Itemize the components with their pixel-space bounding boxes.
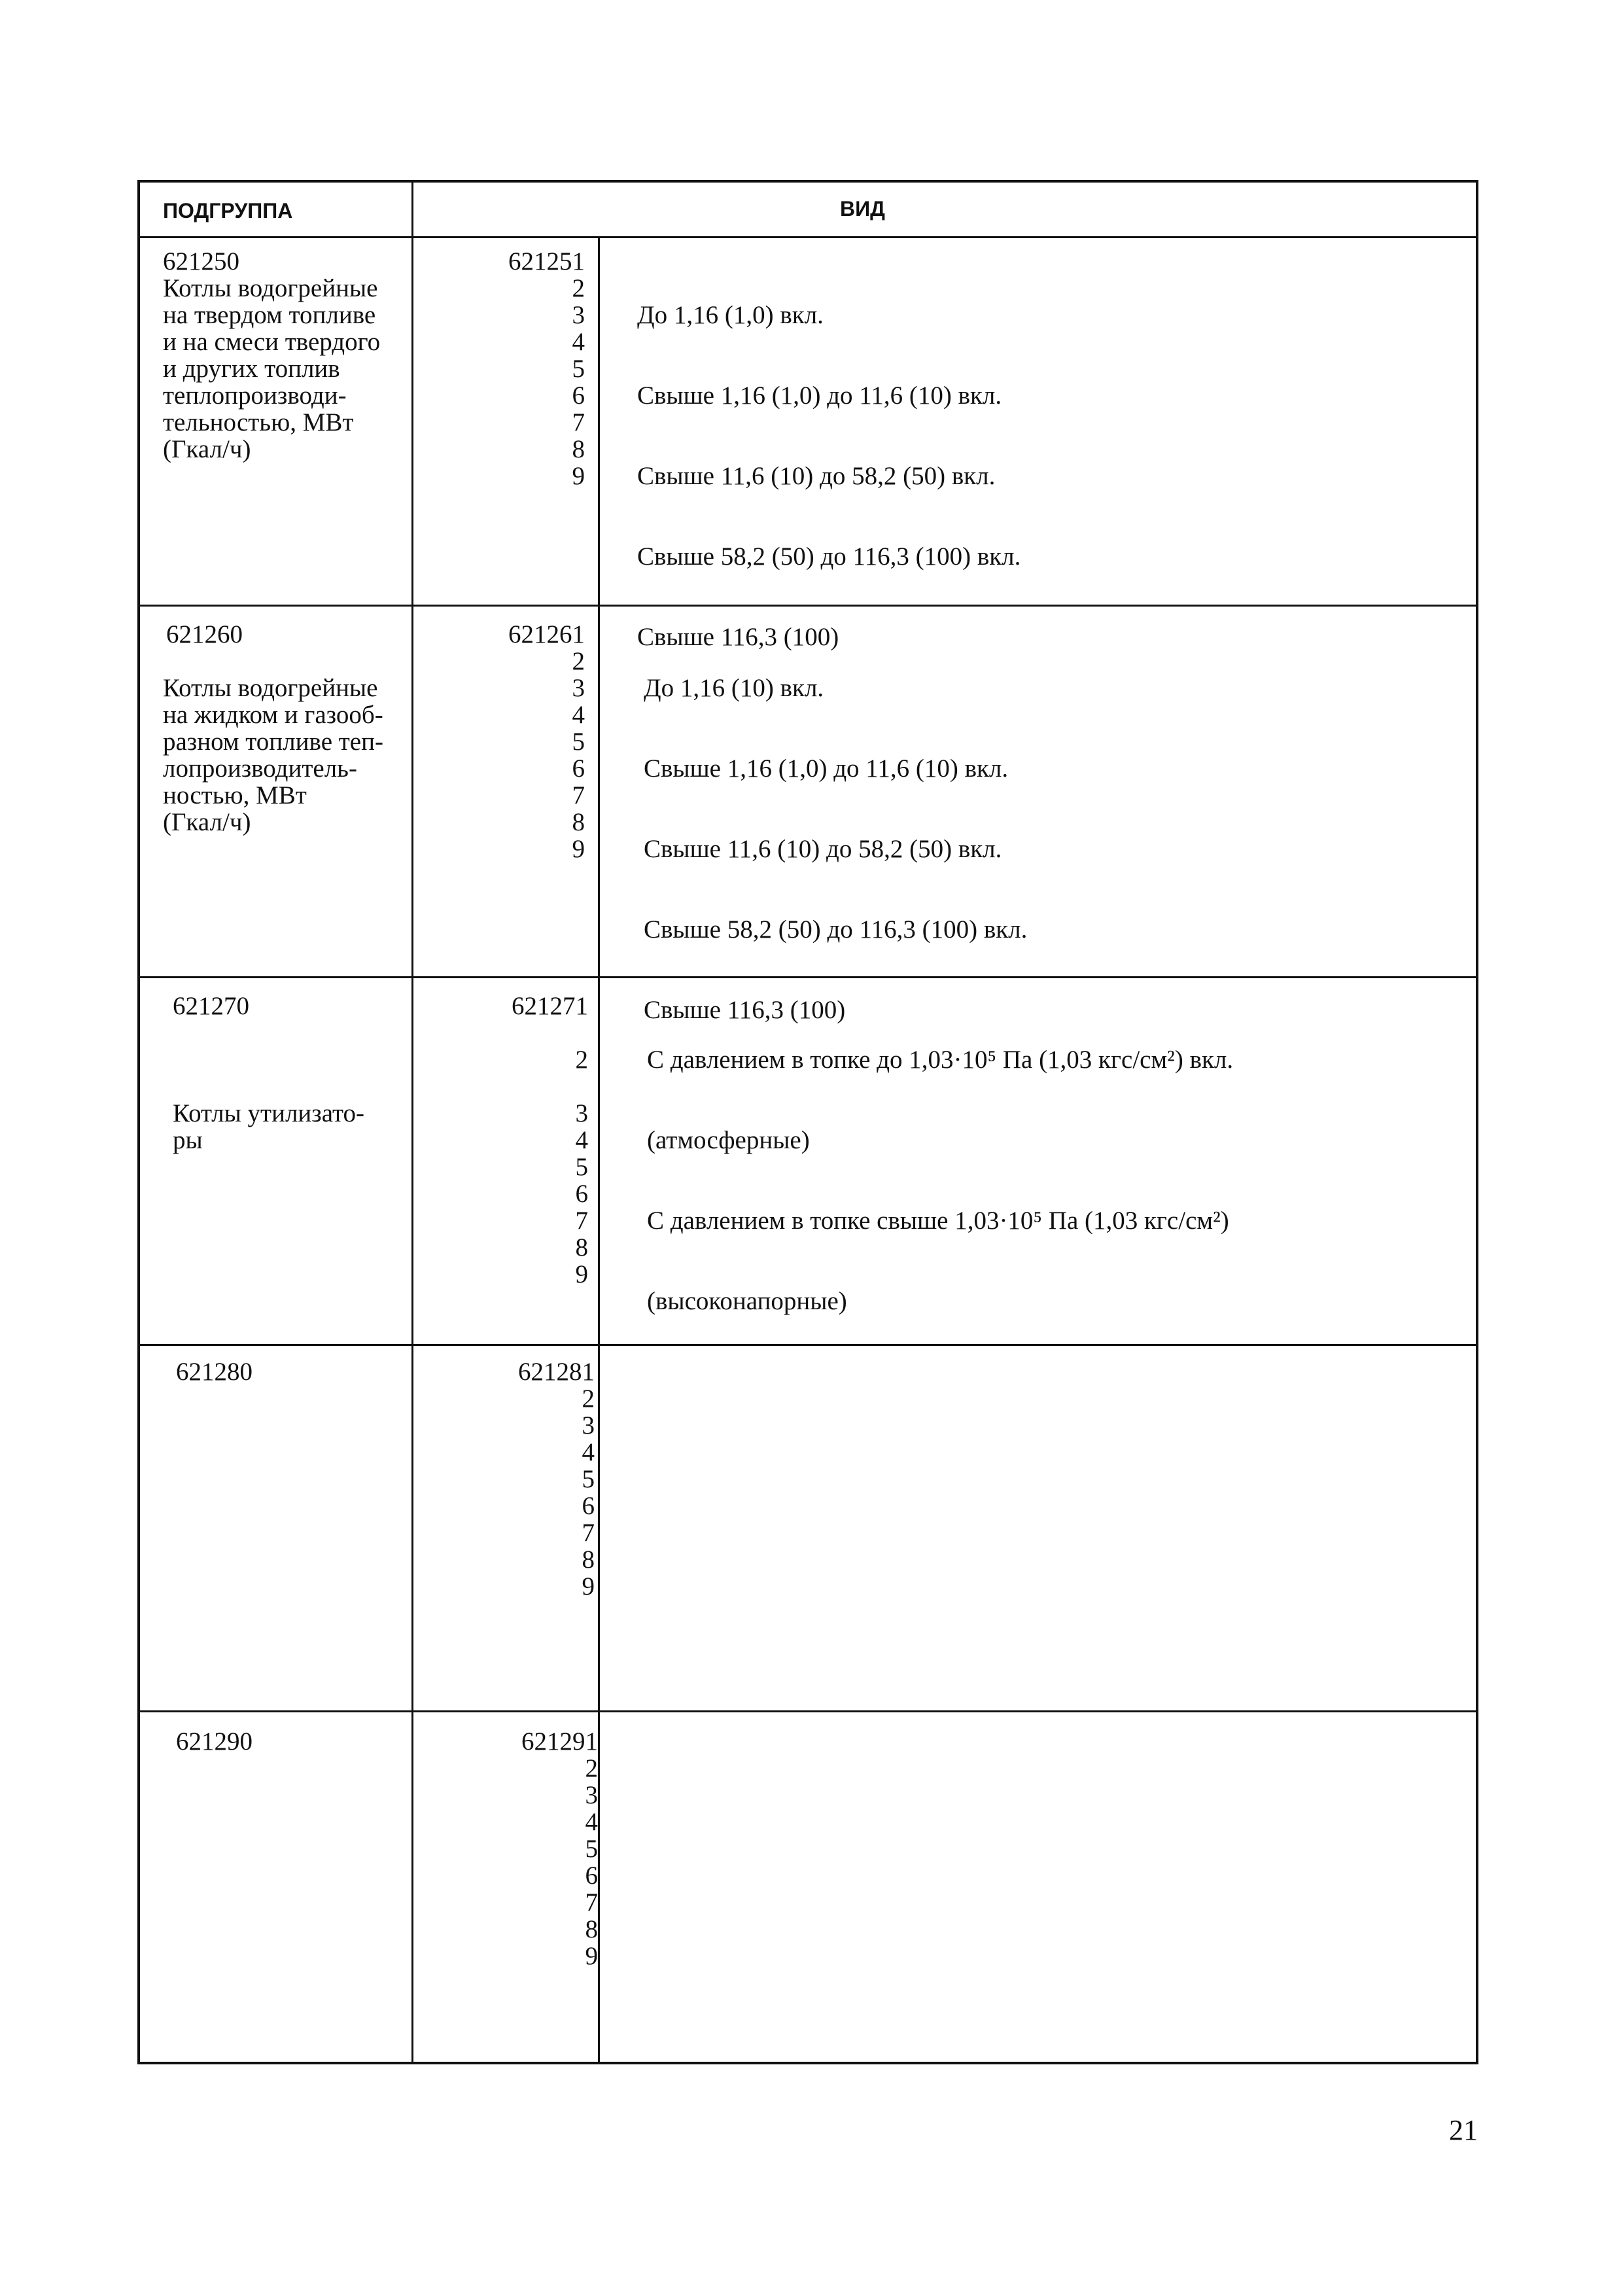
type-code: 4 [572, 328, 585, 356]
type-code: 3 [572, 674, 585, 702]
type-code: 8 [572, 435, 585, 463]
type-code-list [503, 1358, 595, 1600]
type-description: Свыше 11,6 (10) до 58,2 (50) вкл. [637, 462, 996, 490]
type-code: 9 [572, 835, 585, 863]
type-description: Свыше 58,2 (50) до 116,3 (100) вкл. [644, 915, 1028, 944]
subgroup-code: 621260 [166, 620, 243, 648]
type-code: 3 [575, 1099, 588, 1127]
subgroup-code: 621290 [176, 1727, 253, 1756]
type-code: 8 [572, 808, 585, 836]
type-code-list [493, 621, 585, 862]
page-number: 21 [1449, 2114, 1478, 2146]
type-code: 6 [582, 1492, 595, 1520]
type-code: 9 [582, 1572, 595, 1600]
type-code-list [497, 993, 588, 1288]
type-code: 8 [582, 1545, 595, 1574]
column-divider-subgroup [411, 183, 413, 2062]
type-code: 6 [575, 1180, 588, 1208]
type-code: 7 [575, 1207, 588, 1235]
type-code: 4 [572, 701, 585, 729]
type-code-list [493, 248, 585, 489]
type-code: 8 [585, 1915, 598, 1943]
type-code: 7 [585, 1888, 598, 1916]
type-code: 7 [572, 781, 585, 809]
type-code: 6 [572, 381, 585, 410]
type-code: 4 [582, 1438, 595, 1466]
type-description: С давлением в топке до 1,03·10⁵ Па (1,03 кгс/см²) вкл. [647, 1046, 1234, 1074]
type-description: Свыше 1,16 (1,0) до 11,6 (10) вкл. [637, 381, 1002, 410]
type-code [497, 1019, 588, 1046]
type-code: 2 [575, 1046, 588, 1074]
type-code: 2 [582, 1385, 595, 1413]
type-code: 2 [572, 647, 585, 675]
type-code: 9 [575, 1260, 588, 1288]
type-code: 4 [585, 1808, 598, 1836]
type-code: 3 [572, 301, 585, 329]
subgroup-name: Котлы водогрейные на твердом топливе и на смеси твердого и других топлив теплопроизводи- тельностью, МВт (Гкал/ч) [163, 274, 381, 463]
subgroup-code: 621280 [176, 1358, 253, 1386]
type-description: Свыше 116,3 (100) [644, 996, 846, 1024]
type-code: 2 [585, 1754, 598, 1782]
type-description: С давлением в топке свыше 1,03·10⁵ Па (1,03 кгс/см²) [647, 1207, 1229, 1235]
subgroup-name: Котлы водогрейные на жидком и газооб- разном топливе теп- лопроизводитель- ностью, МВт (Гкал/ч) [163, 674, 383, 836]
type-code: 9 [585, 1942, 598, 1970]
type-code: 5 [585, 1835, 598, 1863]
type-code: 5 [582, 1465, 595, 1493]
type-code: 5 [572, 355, 585, 383]
type-code: 6 [585, 1862, 598, 1890]
type-code: 4 [575, 1126, 588, 1154]
type-description: (высоконапорные) [647, 1287, 847, 1315]
column-divider-code [598, 236, 600, 2062]
type-code: 621291 [521, 1727, 598, 1756]
header-type: ВИД [840, 197, 885, 221]
type-code: 2 [572, 274, 585, 302]
subgroup-name: Котлы утилизато- ры [173, 1099, 365, 1154]
type-description: До 1,16 (1,0) вкл. [637, 301, 824, 329]
header-subgroup: ПОДГРУППА [163, 199, 293, 222]
type-code: 621281 [518, 1358, 595, 1386]
subgroup-code: 621270 [173, 992, 249, 1020]
type-description: Свыше 1,16 (1,0) до 11,6 (10) вкл. [644, 754, 1009, 783]
type-description: (атмосферные) [647, 1126, 810, 1154]
type-code: 7 [572, 408, 585, 436]
type-description: Свыше 116,3 (100) [637, 623, 839, 651]
type-code: 621261 [508, 620, 585, 648]
type-code: 621251 [508, 247, 585, 275]
type-code: 9 [572, 462, 585, 490]
type-description: До 1,16 (10) вкл. [644, 674, 824, 702]
type-code: 8 [575, 1233, 588, 1262]
type-code: 5 [575, 1153, 588, 1181]
type-code: 5 [572, 728, 585, 756]
type-code: 3 [582, 1411, 595, 1439]
header-divider [140, 236, 1476, 238]
type-description: Свыше 58,2 (50) до 116,3 (100) вкл. [637, 542, 1021, 571]
subgroup-code: 621250 [163, 247, 239, 275]
row-divider-4 [140, 1710, 1476, 1712]
type-code [497, 1073, 588, 1100]
type-code-list [506, 1728, 598, 1969]
type-code: 7 [582, 1519, 595, 1547]
type-code: 621271 [512, 992, 588, 1020]
classification-table [137, 180, 1478, 2064]
type-code: 6 [572, 754, 585, 783]
type-description: Свыше 11,6 (10) до 58,2 (50) вкл. [644, 835, 1002, 863]
type-description-list [647, 993, 1233, 1368]
type-code: 3 [585, 1781, 598, 1809]
